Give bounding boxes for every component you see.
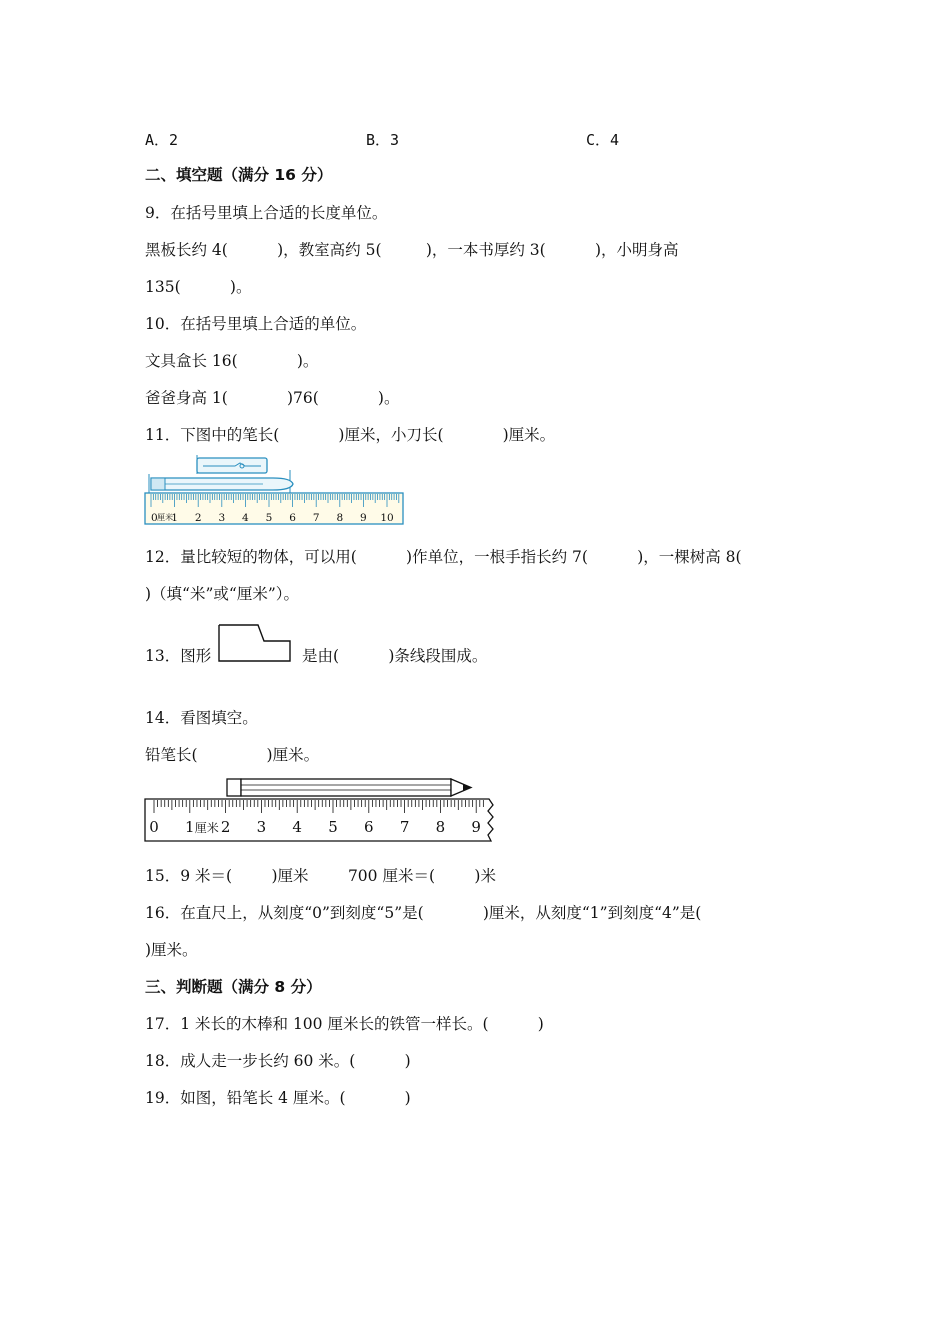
q10-stem: 10．在括号里填上合适的单位。: [145, 315, 367, 333]
ruler-number: 6: [364, 818, 374, 836]
q10-line1: 文具盒长 16( )。: [145, 352, 319, 370]
pencil-icon: [227, 779, 471, 796]
q18-text: 18．成人走一步长约 60 米。( ): [145, 1052, 411, 1070]
q9-stem: 9．在括号里填上合适的长度单位。: [145, 204, 388, 222]
q10-line2: 爸爸身高 1( )76( )。: [145, 389, 400, 407]
q14-ruler-figure: [143, 775, 498, 843]
ruler-number: 3: [256, 818, 267, 836]
q13-suffix: 是由( )条线段围成。: [302, 647, 488, 665]
option-b: B．3: [366, 131, 400, 149]
ruler-number: 7: [399, 818, 410, 836]
q16-line2: )厘米。: [145, 941, 198, 959]
ruler-number: 4: [242, 512, 249, 524]
q16-line1: 16．在直尺上，从刻度“0”到刻度“5”是( )厘米，从刻度“1”到刻度“4”是(: [145, 904, 702, 922]
ruler-unit: 厘米: [157, 513, 173, 522]
section-2-title: 二、填空题（满分 16 分）: [145, 166, 333, 184]
q14-line1: 铅笔长( )厘米。: [145, 746, 320, 764]
q12-line2: )（填“米”或“厘米”）。: [145, 585, 299, 603]
section-3-title: 三、判断题（满分 8 分）: [145, 978, 322, 996]
ruler-number: 0: [151, 512, 158, 524]
q17-text: 17．1 米长的木棒和 100 厘米长的铁管一样长。( ): [145, 1015, 544, 1033]
ruler-number: 1: [185, 818, 195, 836]
pen-icon: [149, 474, 293, 494]
ruler-number: 9: [360, 512, 367, 524]
ruler-number: 1: [171, 512, 178, 524]
q12-line1: 12．量比较短的物体，可以用( )作单位，一根手指长约 7( )，一棵树高 8(: [145, 548, 742, 566]
ruler-unit: 厘米: [194, 821, 219, 835]
ruler-number: 5: [265, 512, 273, 524]
q13-shape-figure: [218, 624, 292, 662]
q19-text: 19．如图，铅笔长 4 厘米。( ): [145, 1089, 411, 1107]
q9-line2: 135( )。: [145, 278, 252, 296]
ruler-number: 2: [194, 512, 202, 524]
ruler-number: 6: [289, 512, 296, 524]
ruler-number: 5: [328, 818, 338, 836]
ruler-number: 0: [149, 818, 159, 836]
ruler-number: 3: [218, 512, 226, 524]
q15-text: 15．9 米＝( )厘米 700 厘米＝( )米: [145, 867, 496, 885]
ruler-number: 2: [220, 818, 231, 836]
q14-stem: 14．看图填空。: [145, 709, 258, 727]
q13-prefix: 13．图形: [145, 647, 212, 665]
ruler-number: 10: [380, 512, 394, 524]
ruler-number: 8: [336, 512, 344, 524]
ruler-number: 4: [292, 818, 302, 836]
ruler-number: 9: [471, 818, 481, 836]
q11-ruler-figure: [143, 454, 407, 526]
q11-text: 11．下图中的笔长( )厘米，小刀长( )厘米。: [145, 426, 556, 444]
option-c: C．4: [586, 131, 620, 149]
ruler-number: 8: [435, 818, 446, 836]
q9-line1: 黑板长约 4( )，教室高约 5( )，一本书厚约 3( )，小明身高: [145, 241, 679, 259]
option-a: A．2: [145, 131, 179, 149]
ruler-number: 7: [312, 512, 320, 524]
